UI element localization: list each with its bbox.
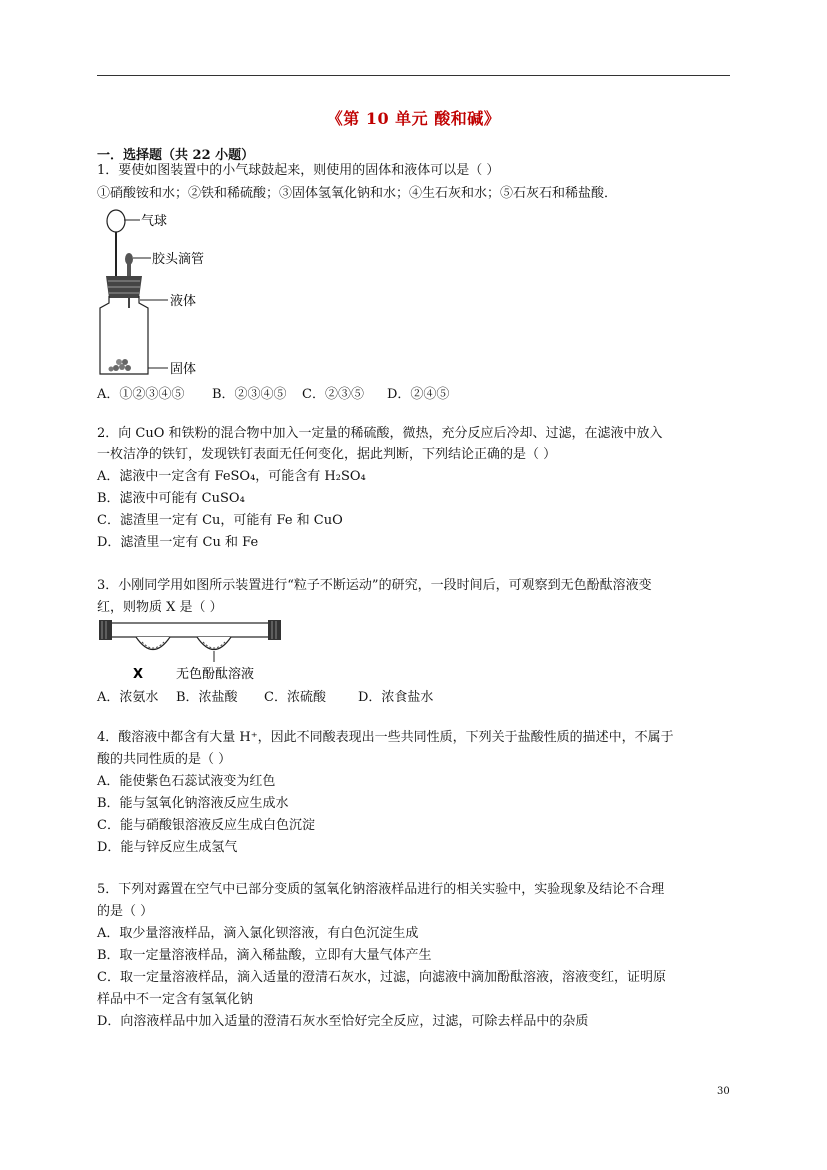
q5-option-d: D．向溶液样品中加入适量的澄清石灰水至恰好完全反应，过滤，可除去样品中的杂质 [97, 1014, 589, 1029]
solution-label: 无色酚酞溶液 [176, 667, 255, 682]
liquid-label: 液体 [170, 294, 197, 309]
page-title: 《第 10 单元 酸和碱》 [326, 109, 501, 128]
q2-option-c: C．滤渣里一定有 Cu，可能有 Fe 和 CuO [97, 513, 343, 528]
q4-stem-line1: 4．酸溶液中都含有大量 H⁺，因此不同酸表现出一些共同性质，下列关于盐酸性质的描述中，不属于 [97, 730, 674, 745]
page-number: 30 [717, 1086, 730, 1097]
q1-option-c: C．②③⑤ [302, 387, 364, 402]
q3-option-a: A．浓氨水 [97, 690, 159, 705]
balloon-label: 气球 [141, 214, 168, 229]
q4-option-a: A．能使紫色石蕊试液变为红色 [97, 774, 276, 789]
q3-apparatus-figure [96, 618, 286, 682]
q2-option-d: D．滤渣里一定有 Cu 和 Fe [97, 535, 259, 550]
q1-items: ①硝酸铵和水；②铁和稀硫酸；③固体氢氧化钠和水；④生石灰和水；⑤石灰石和稀盐酸． [97, 186, 618, 201]
q4-option-b: B．能与氢氧化钠溶液反应生成水 [97, 796, 289, 811]
q1-option-b: B．②③④⑤ [212, 387, 287, 402]
q2-option-b: B．滤液中可能有 CuSO₄ [97, 491, 245, 506]
q5-stem-line2: 的是（ ） [97, 904, 154, 919]
q5-stem-line1: 5．下列对露置在空气中已部分变质的氢氧化钠溶液样品进行的相关实验中，实验现象及结论不合理 [97, 882, 665, 897]
q5-option-c-cont: 样品中不一定含有氢氧化钠 [97, 992, 254, 1007]
x-label: X [133, 667, 144, 682]
header-rule [97, 75, 730, 76]
q3-option-d: D．浓食盐水 [358, 690, 434, 705]
q1-option-d: D．②④⑤ [387, 387, 450, 402]
q3-option-b: B．浓盐酸 [176, 690, 238, 705]
q5-option-a: A．取少量溶液样品，滴入氯化钡溶液，有白色沉淀生成 [97, 926, 419, 941]
q2-stem-line2: 一枚洁净的铁钉，发现铁钉表面无任何变化，据此判断，下列结论正确的是（ ） [97, 447, 557, 462]
q5-option-b: B．取一定量溶液样品，滴入稀盐酸，立即有大量气体产生 [97, 948, 432, 963]
q1-option-a: A．①②③④⑤ [97, 387, 185, 402]
q3-stem-line2: 红，则物质 X 是（ ） [97, 600, 223, 615]
q3-stem-line1: 3．小刚同学用如图所示装置进行“粒子不断运动”的研究，一段时间后，可观察到无色酚酞溶液变 [97, 578, 652, 593]
q1-apparatus-figure [96, 208, 226, 380]
q2-stem-line1: 2．向 CuO 和铁粉的混合物中加入一定量的稀硫酸，微热，充分反应后冷却、过滤，在滤液中放入 [97, 426, 663, 441]
solid-label: 固体 [170, 362, 197, 377]
q2-option-a: A．滤液中一定含有 FeSO₄，可能含有 H₂SO₄ [97, 469, 366, 484]
q4-stem-line2: 酸的共同性质的是（ ） [97, 752, 232, 767]
q5-option-c: C．取一定量溶液样品，滴入适量的澄清石灰水，过滤，向滤液中滴加酚酞溶液，溶液变红，证明原 [97, 970, 666, 985]
dropper-label: 胶头滴管 [152, 252, 205, 267]
q4-option-d: D．能与锌反应生成氢气 [97, 840, 238, 855]
section-heading: 一．选择题（共 22 小题） [97, 148, 255, 163]
q3-option-c: C．浓硫酸 [264, 690, 326, 705]
q1-stem: 1．要使如图装置中的小气球鼓起来，则使用的固体和液体可以是（ ） [97, 163, 500, 178]
q4-option-c: C．能与硝酸银溶液反应生成白色沉淀 [97, 818, 315, 833]
